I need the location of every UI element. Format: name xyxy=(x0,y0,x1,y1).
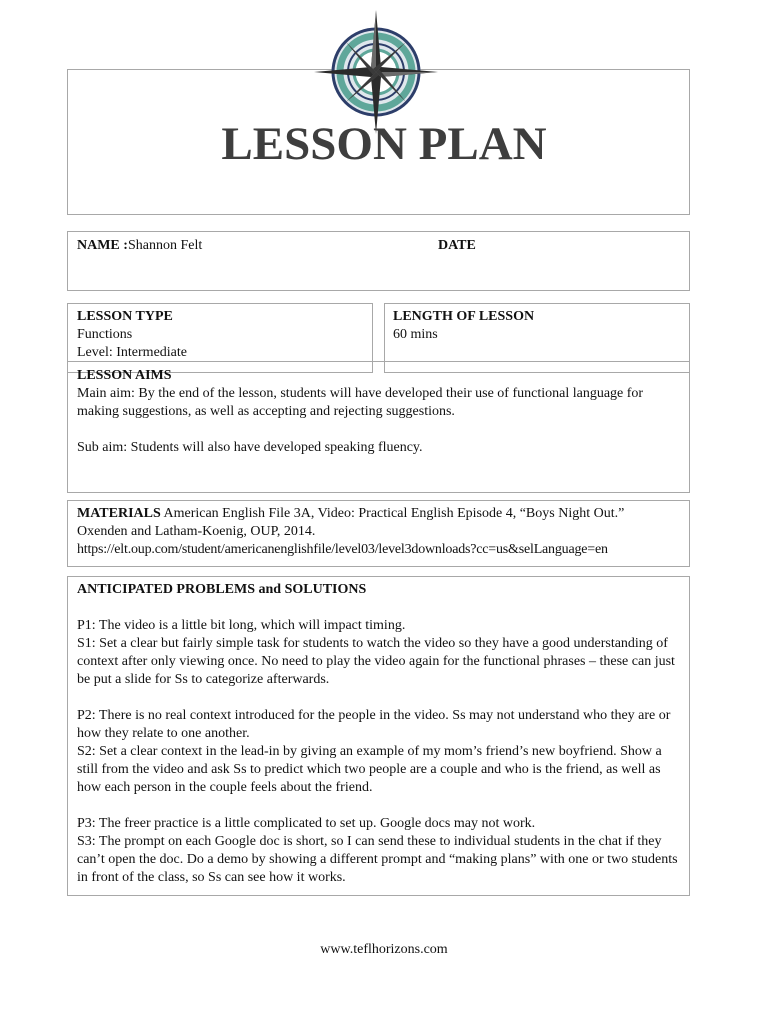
solution-2: S2: Set a clear context in the lead-in by giving an example of my mom’s friend’s new boyfriend. Show a still from the video and ask Ss to predict which two people are a couple and who is the friend, as well as how each person in the couple feels about the friend. xyxy=(77,744,662,795)
problem-1: P1: The video is a little bit long, which will impact timing. xyxy=(77,618,406,633)
date-label: DATE xyxy=(438,238,476,253)
problem-3: P3: The freer practice is a little complicated to set up. Google docs may not work. xyxy=(77,816,536,831)
problems-text xyxy=(77,617,685,887)
name-row xyxy=(77,237,202,255)
solution-1: S1: Set a clear but fairly simple task for students to watch the video so they have a good understanding of context after only viewing once. No need to play the video again for the functional phrases – these can just be put a slide for Ss to categorize afterwards. xyxy=(77,636,675,687)
lesson-aims-text xyxy=(77,385,679,457)
problems-label: ANTICIPATED PROBLEMS and SOLUTIONS xyxy=(77,582,367,597)
footer-url: www.teflhorizons.com xyxy=(320,942,448,957)
main-aim: Main aim: By the end of the lesson, students will have developed their use of functional language for making suggestions, as well as accepting and rejecting suggestions. xyxy=(77,386,644,419)
lesson-type-line: Functions xyxy=(77,327,133,342)
lesson-type-label: LESSON TYPE xyxy=(77,309,173,324)
materials-line-2: Oxenden and Latham-Koenig, OUP, 2014. xyxy=(77,524,316,539)
length-label: LENGTH OF LESSON xyxy=(393,309,535,324)
name-label: NAME : xyxy=(77,238,128,253)
page-title: LESSON PLAN xyxy=(221,118,547,170)
sub-aim: Sub aim: Students will also have developed speaking fluency. xyxy=(77,440,423,455)
solution-3: S3: The prompt on each Google doc is short, so I can send these to individual students in the chat if they can’t open the doc. Do a demo by showing a different prompt and “making plans” with one or two students in front of the class, so Ss can see how it works. xyxy=(77,834,678,885)
materials-url: https://elt.oup.com/student/americanenglishfile/level03/level3downloads?cc=us&selLanguage=en xyxy=(77,542,608,557)
materials-text xyxy=(77,505,687,559)
materials-line-1: American English File 3A, Video: Practical English Episode 4, “Boys Night Out.” xyxy=(160,506,625,521)
lesson-level-line: Level: Intermediate xyxy=(77,345,187,360)
name-value: Shannon Felt xyxy=(127,238,203,253)
lesson-aims-label: LESSON AIMS xyxy=(77,368,172,383)
materials-label: MATERIALS xyxy=(77,506,161,521)
length-value: 60 mins xyxy=(393,327,438,342)
problem-2: P2: There is no real context introduced for the people in the video. Ss may not understand who they are or how they relate to one another. xyxy=(77,708,671,741)
